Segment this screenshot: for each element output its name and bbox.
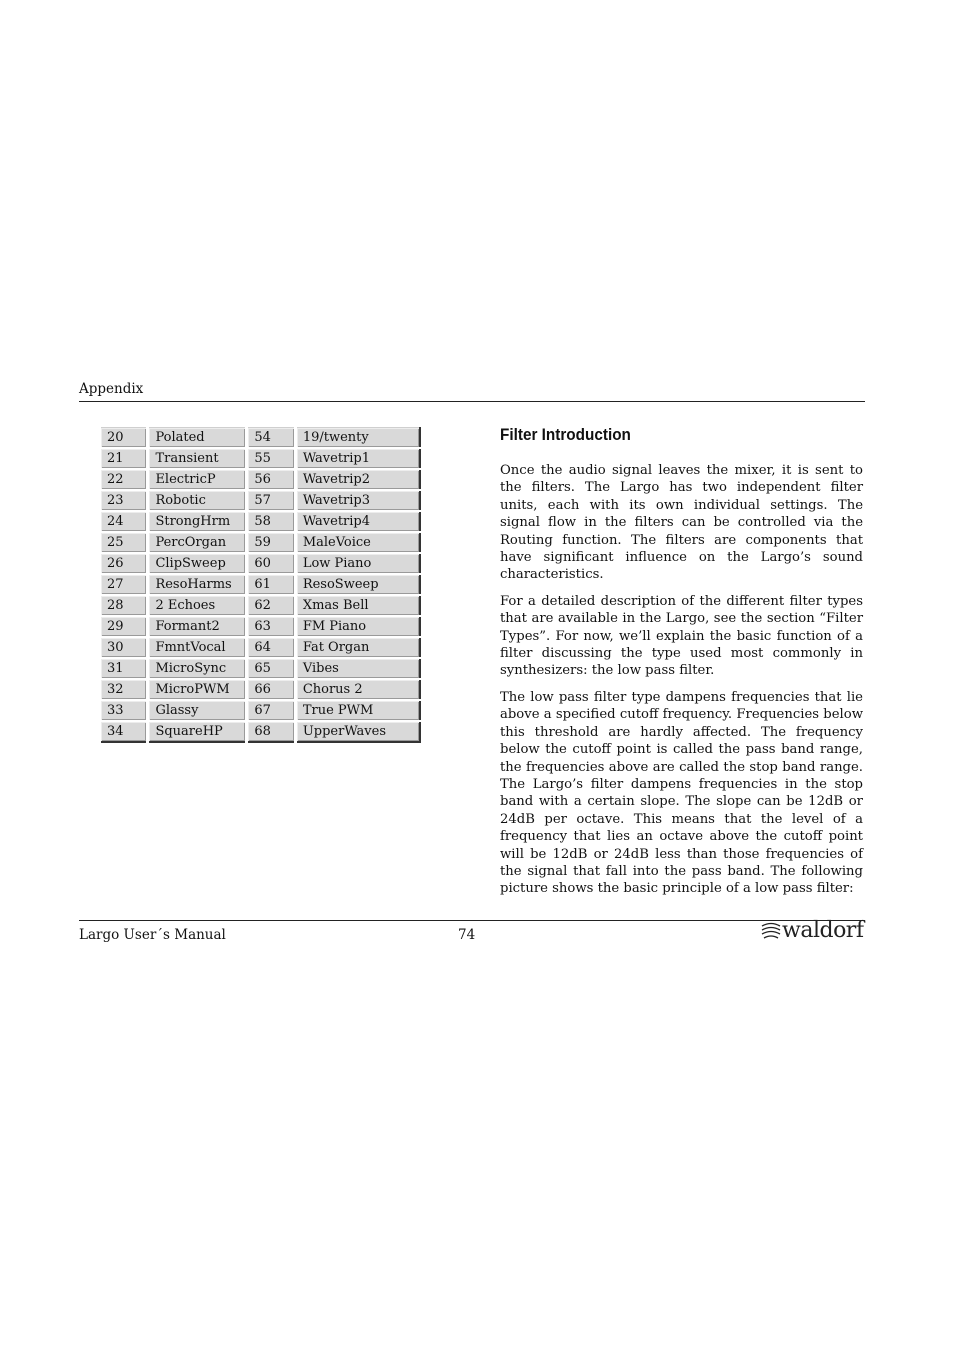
table-row: [101, 553, 420, 574]
wave-number: 28: [101, 595, 148, 616]
wave-name: Transient: [148, 448, 247, 469]
waldorf-swoosh-icon: [760, 922, 782, 940]
wave-number: 63: [247, 616, 295, 637]
wave-number: 23: [101, 490, 148, 511]
footer-rule: [79, 920, 865, 921]
wave-name: SquareHP: [148, 721, 247, 742]
wave-number: 55: [247, 448, 295, 469]
wave-name: Chorus 2: [295, 679, 420, 700]
table-row: [101, 469, 420, 490]
table-row: [101, 721, 420, 742]
wave-name: FM Piano: [295, 616, 420, 637]
wave-name: Robotic: [148, 490, 247, 511]
wave-name: Glassy: [148, 700, 247, 721]
wave-number: 67: [247, 700, 295, 721]
table-row: [101, 700, 420, 721]
wave-number: 62: [247, 595, 295, 616]
wave-name: Vibes: [295, 658, 420, 679]
wave-name: Wavetrip1: [295, 448, 420, 469]
section-heading: Filter Introduction: [500, 425, 631, 444]
table-row: [101, 511, 420, 532]
table-row: [101, 428, 420, 449]
wave-number: 68: [247, 721, 295, 742]
wave-name: ClipSweep: [148, 553, 247, 574]
table-row: [101, 532, 420, 553]
header-section-label: Appendix: [79, 381, 144, 397]
wave-number: 59: [247, 532, 295, 553]
waldorf-logo: [760, 918, 863, 943]
wave-name: PercOrgan: [148, 532, 247, 553]
wave-name: UpperWaves: [295, 721, 420, 742]
wave-number: 64: [247, 637, 295, 658]
wave-name: Fat Organ: [295, 637, 420, 658]
wave-name: StrongHrm: [148, 511, 247, 532]
table-row: [101, 574, 420, 595]
table-row: [101, 637, 420, 658]
wave-name: ResoSweep: [295, 574, 420, 595]
wave-number: 54: [247, 428, 295, 449]
wave-name: ResoHarms: [148, 574, 247, 595]
wave-name: Wavetrip2: [295, 469, 420, 490]
wave-number: 30: [101, 637, 148, 658]
table-row: [101, 595, 420, 616]
logo-wordmark: waldorf: [782, 918, 864, 943]
table-row: [101, 490, 420, 511]
wave-name: True PWM: [295, 700, 420, 721]
table-row: [101, 448, 420, 469]
paragraph: Once the audio signal leaves the mixer, it is sent to the filters. The Largo has two independent filter units, each with its own individual settings. The signal flow in the filters can be controlled via the Routing function. The filters are components that have significant influence on the Largo’s sound characteristics.: [500, 463, 863, 583]
wave-number: 65: [247, 658, 295, 679]
paragraph: The low pass filter type dampens frequencies that lie above a specified cutoff frequency. Frequencies below this threshold are hardly affected. The frequency below the cutoff point is called the pass band range, the frequencies above are called the stop band range. The Largo’s filter dampens frequencies in the stop band with a certain slope. The slope can be 12dB or 24dB per octave. This means that the level of a frequency that lies an octave above the cutoff point will be 12dB or 24dB less than those frequencies of the signal that fall into the pass band. The following picture shows the basic principle of a low pass filter:: [500, 689, 863, 897]
wave-number: 21: [101, 448, 148, 469]
wave-name: MicroSync: [148, 658, 247, 679]
wave-number: 29: [101, 616, 148, 637]
wave-name: Low Piano: [295, 553, 420, 574]
wave-number: 61: [247, 574, 295, 595]
wave-name: MaleVoice: [295, 532, 420, 553]
paragraph: For a detailed description of the different filter types that are available in the Largo, see the section “Filter Types”. For now, we’ll explain the basic function of a filter discussing the type used most commonly in synthesizers: the low pass filter.: [500, 593, 863, 679]
wave-name: 19/twenty: [295, 428, 420, 449]
header-rule: [79, 401, 865, 402]
wave-name: 2 Echoes: [148, 595, 247, 616]
wave-number: 60: [247, 553, 295, 574]
wave-number: 22: [101, 469, 148, 490]
wave-number: 31: [101, 658, 148, 679]
wave-number: 32: [101, 679, 148, 700]
table-row: [101, 679, 420, 700]
wave-number: 33: [101, 700, 148, 721]
wave-number: 34: [101, 721, 148, 742]
wave-name: Wavetrip4: [295, 511, 420, 532]
page-number: 74: [458, 927, 476, 943]
wave-number: 56: [247, 469, 295, 490]
wave-name: Wavetrip3: [295, 490, 420, 511]
wave-number: 66: [247, 679, 295, 700]
wave-number: 57: [247, 490, 295, 511]
table-row: [101, 658, 420, 679]
wave-name: ElectricP: [148, 469, 247, 490]
table-row: [101, 616, 420, 637]
wave-name: Formant2: [148, 616, 247, 637]
filter-introduction-section: [500, 425, 863, 907]
wave-number: 27: [101, 574, 148, 595]
wave-number: 20: [101, 428, 148, 449]
wave-name: MicroPWM: [148, 679, 247, 700]
wave-number: 58: [247, 511, 295, 532]
wave-name: Polated: [148, 428, 247, 449]
wave-name: FmntVocal: [148, 637, 247, 658]
wave-name: Xmas Bell: [295, 595, 420, 616]
footer-manual-title: Largo User´s Manual: [79, 927, 226, 943]
wave-number: 26: [101, 553, 148, 574]
wavetable-list: [101, 427, 421, 743]
wave-number: 25: [101, 532, 148, 553]
wave-number: 24: [101, 511, 148, 532]
